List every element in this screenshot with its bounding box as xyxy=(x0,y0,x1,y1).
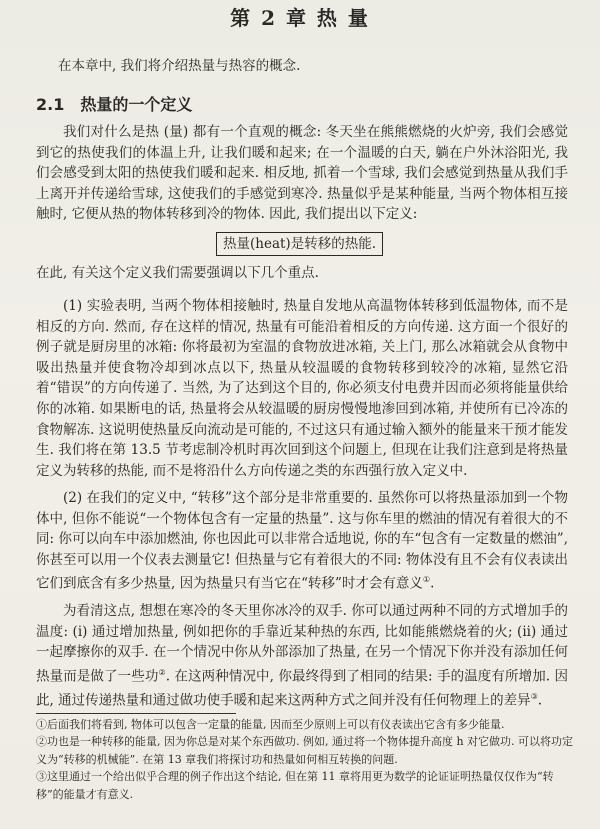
footnote-divider xyxy=(36,713,236,714)
paragraph-4-end: . xyxy=(430,575,435,592)
paragraph-4 xyxy=(36,488,568,594)
paragraph-5-text: 为看清这点, 想想在寒冷的冬天里你冰冷的双手. 你可以通过两种不同的方式增加手的温度: (i) 通过增加热量, 例如把你的手靠近某种热的东西, 比如能熊燃烧着的火; (ii) 通过一起摩擦你的双手. 在一个情况中你从外部添加了热量, 在另一个情况下你并没有添加任何热量而是做了一些功 xyxy=(36,603,568,685)
footnotes xyxy=(36,716,576,803)
section-number: 2.1 xyxy=(36,95,65,114)
footnote-2: ②功也是一种转移的能量, 因为你总是对某个东西做功. 例如, 通过将一个物体提升高度 h 对它做功. 可以将功定义为“转移的机械能”. 在第 13 章我们将探讨功和热量如何相互转换的问题. xyxy=(36,735,574,766)
paragraph-1: 我们对什么是热 (量) 都有一个直观的概念: 冬天坐在熊熊燃烧的火炉旁, 我们会感觉到它的热使我们的体温上升, 让我们暖和起来; 在一个温暖的白天, 躺在户外沐浴阳光, 我们会感受到太阳的热使我们暖和起来. 相反地, 抓着一个雪球, 我们会感觉到热量从我们手上离开并传递给雪球, 这使我们的手感觉到寒冷. 热量似乎是某种能量, 当两个物体相互接触时, 它便从热的物体转移到冷的物体. 因此, 我们提出以下定义: xyxy=(36,124,568,223)
paragraph-3: (1) 实验表明, 当两个物体相接触时, 热量自发地从高温物体转移到低温物体, 而不是相反的方向. 然而, 存在这样的情况, 热量有可能沿着相反的方向传递. 这方面一个很好的例子就是厨房里的冰箱: 你将最初为室温的食物放进冰箱, 关上门, 那么冰箱就会从食物中吸出热量并使食物冷却到冰点以下, 热量从较温暖的食物转移到较冷的冰箱, 显然它沿着“错误”的方向传递了. 当然, 为了达到这个目的, 你必须支付电费并因而必须将能量供给你的冰箱. 如果断电的话, 热量将会从较温暖的厨房慢慢地渗回到冰箱, 并使所有已冷冻的食物解冻. 这说明使热量反向流动是可能的, 不过这只有通过输入额外的能量来干预才能发生. 我们将在第 13.5 节考虑制冷机时再次回到这个问题上, 但现在让我们注意到是将热量定义为转移的热能, 而不是将沿什么方向传递之类的东西强行放入定义中. xyxy=(36,298,568,479)
paragraph-2: 在此, 有关这个定义我们需要强调以下几个重点. xyxy=(36,265,319,281)
footnote-3: ③这里通过一个给出似乎合理的例子作出这个结论, 但在第 11 章将用更为数学的论证证明热量仅仅作为“转移”的能量才有意义. xyxy=(36,770,554,801)
paragraph-5-end: . xyxy=(537,692,543,709)
section-title: 热量的一个定义 xyxy=(80,95,193,114)
footnote-1: ①后面我们将看到, 物体可以包含一定量的能量, 因而至少原则上可以有仪表读出它含有多少能量. xyxy=(36,718,505,731)
footnote-ref-3: ③ xyxy=(530,691,538,701)
section-heading xyxy=(36,92,192,115)
definition-box: 热量(heat)是转移的热能. xyxy=(216,232,383,256)
paragraph-5-mid: . 在这两种情况中, 你最终得到了相同的结果: 手的温度有所增加. 因此, 通过传递热量和通过做功使手暖和起来这两种方式之间并没有任何物理上的差异 xyxy=(36,668,568,709)
footnote-ref-2: ② xyxy=(158,667,166,677)
chapter-title: 第 2 章 热 量 xyxy=(230,6,370,30)
paragraph-4-text: (2) 在我们的定义中, “转移”这个部分是非常重要的. 虽然你可以将热量添加到一个物体中, 但你不能说“一个物体包含有一定量的热量”. 这与你车里的燃油的情况有着很大的不同: 你可以向车中添加燃油, 你也因此可以非常合适地说, 你的车“包含有一定数量的燃油”, 你甚至可以用一个仪表去测量它! 但热量与它有着很大的不同: 物体没有且不会有仪表读出它们到底含有多少热量, 因为热量只有当它在“转移”时才会有意义 xyxy=(36,490,568,592)
chapter-intro: 在本章中, 我们将介绍热量与热容的概念. xyxy=(58,58,301,74)
footnote-ref-1: ① xyxy=(422,575,431,585)
paragraph-5 xyxy=(36,601,568,711)
